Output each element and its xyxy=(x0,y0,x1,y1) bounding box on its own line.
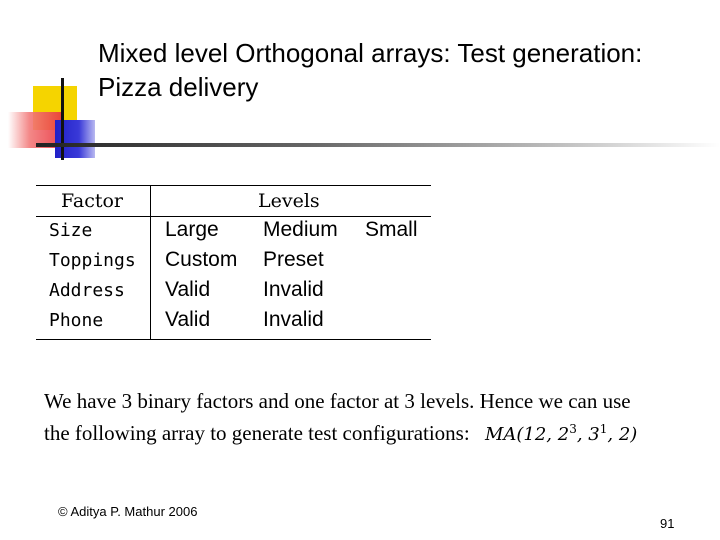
decorative-vertical-line xyxy=(61,78,64,160)
table-header-factor: Factor xyxy=(61,190,124,212)
slide-title: Mixed level Orthogonal arrays: Test generation: Pizza delivery xyxy=(98,38,643,102)
level-value: Large xyxy=(165,218,219,241)
level-value: Custom xyxy=(165,248,238,271)
table-header-levels: Levels xyxy=(258,190,320,212)
title-underline xyxy=(36,143,720,147)
level-value: Medium xyxy=(263,218,338,241)
formula-exponent-2: 1 xyxy=(599,422,608,436)
table-row xyxy=(36,217,431,247)
factor-name: Toppings xyxy=(49,250,136,271)
factor-name: Size xyxy=(49,220,93,241)
factor-name: Address xyxy=(49,280,125,301)
page-number: 91 xyxy=(660,516,675,531)
copyright-footer: © Aditya P. Mathur 2006 xyxy=(58,504,198,519)
level-value: Invalid xyxy=(263,278,324,301)
level-value: Valid xyxy=(165,278,211,301)
level-value: Preset xyxy=(263,248,324,271)
formula-prefix: MA(12, 2 xyxy=(484,424,570,445)
formula-suffix: , 2) xyxy=(607,424,638,445)
body-text: We have 3 binary factors and one factor at 3 levels. Hence we can use the following array to generate test configurations: xyxy=(44,389,631,445)
orthogonal-array-formula xyxy=(485,424,637,445)
level-value: Valid xyxy=(165,308,211,331)
level-value: Invalid xyxy=(263,308,324,331)
factor-name: Phone xyxy=(49,310,104,331)
level-value: Small xyxy=(365,218,418,241)
table-row xyxy=(36,247,431,277)
body-paragraph xyxy=(44,387,644,449)
factor-levels-table xyxy=(36,185,431,340)
table-row xyxy=(36,277,431,307)
formula-middle: , 3 xyxy=(576,424,600,445)
table-row xyxy=(36,307,431,337)
formula-exponent-1: 3 xyxy=(569,422,577,436)
